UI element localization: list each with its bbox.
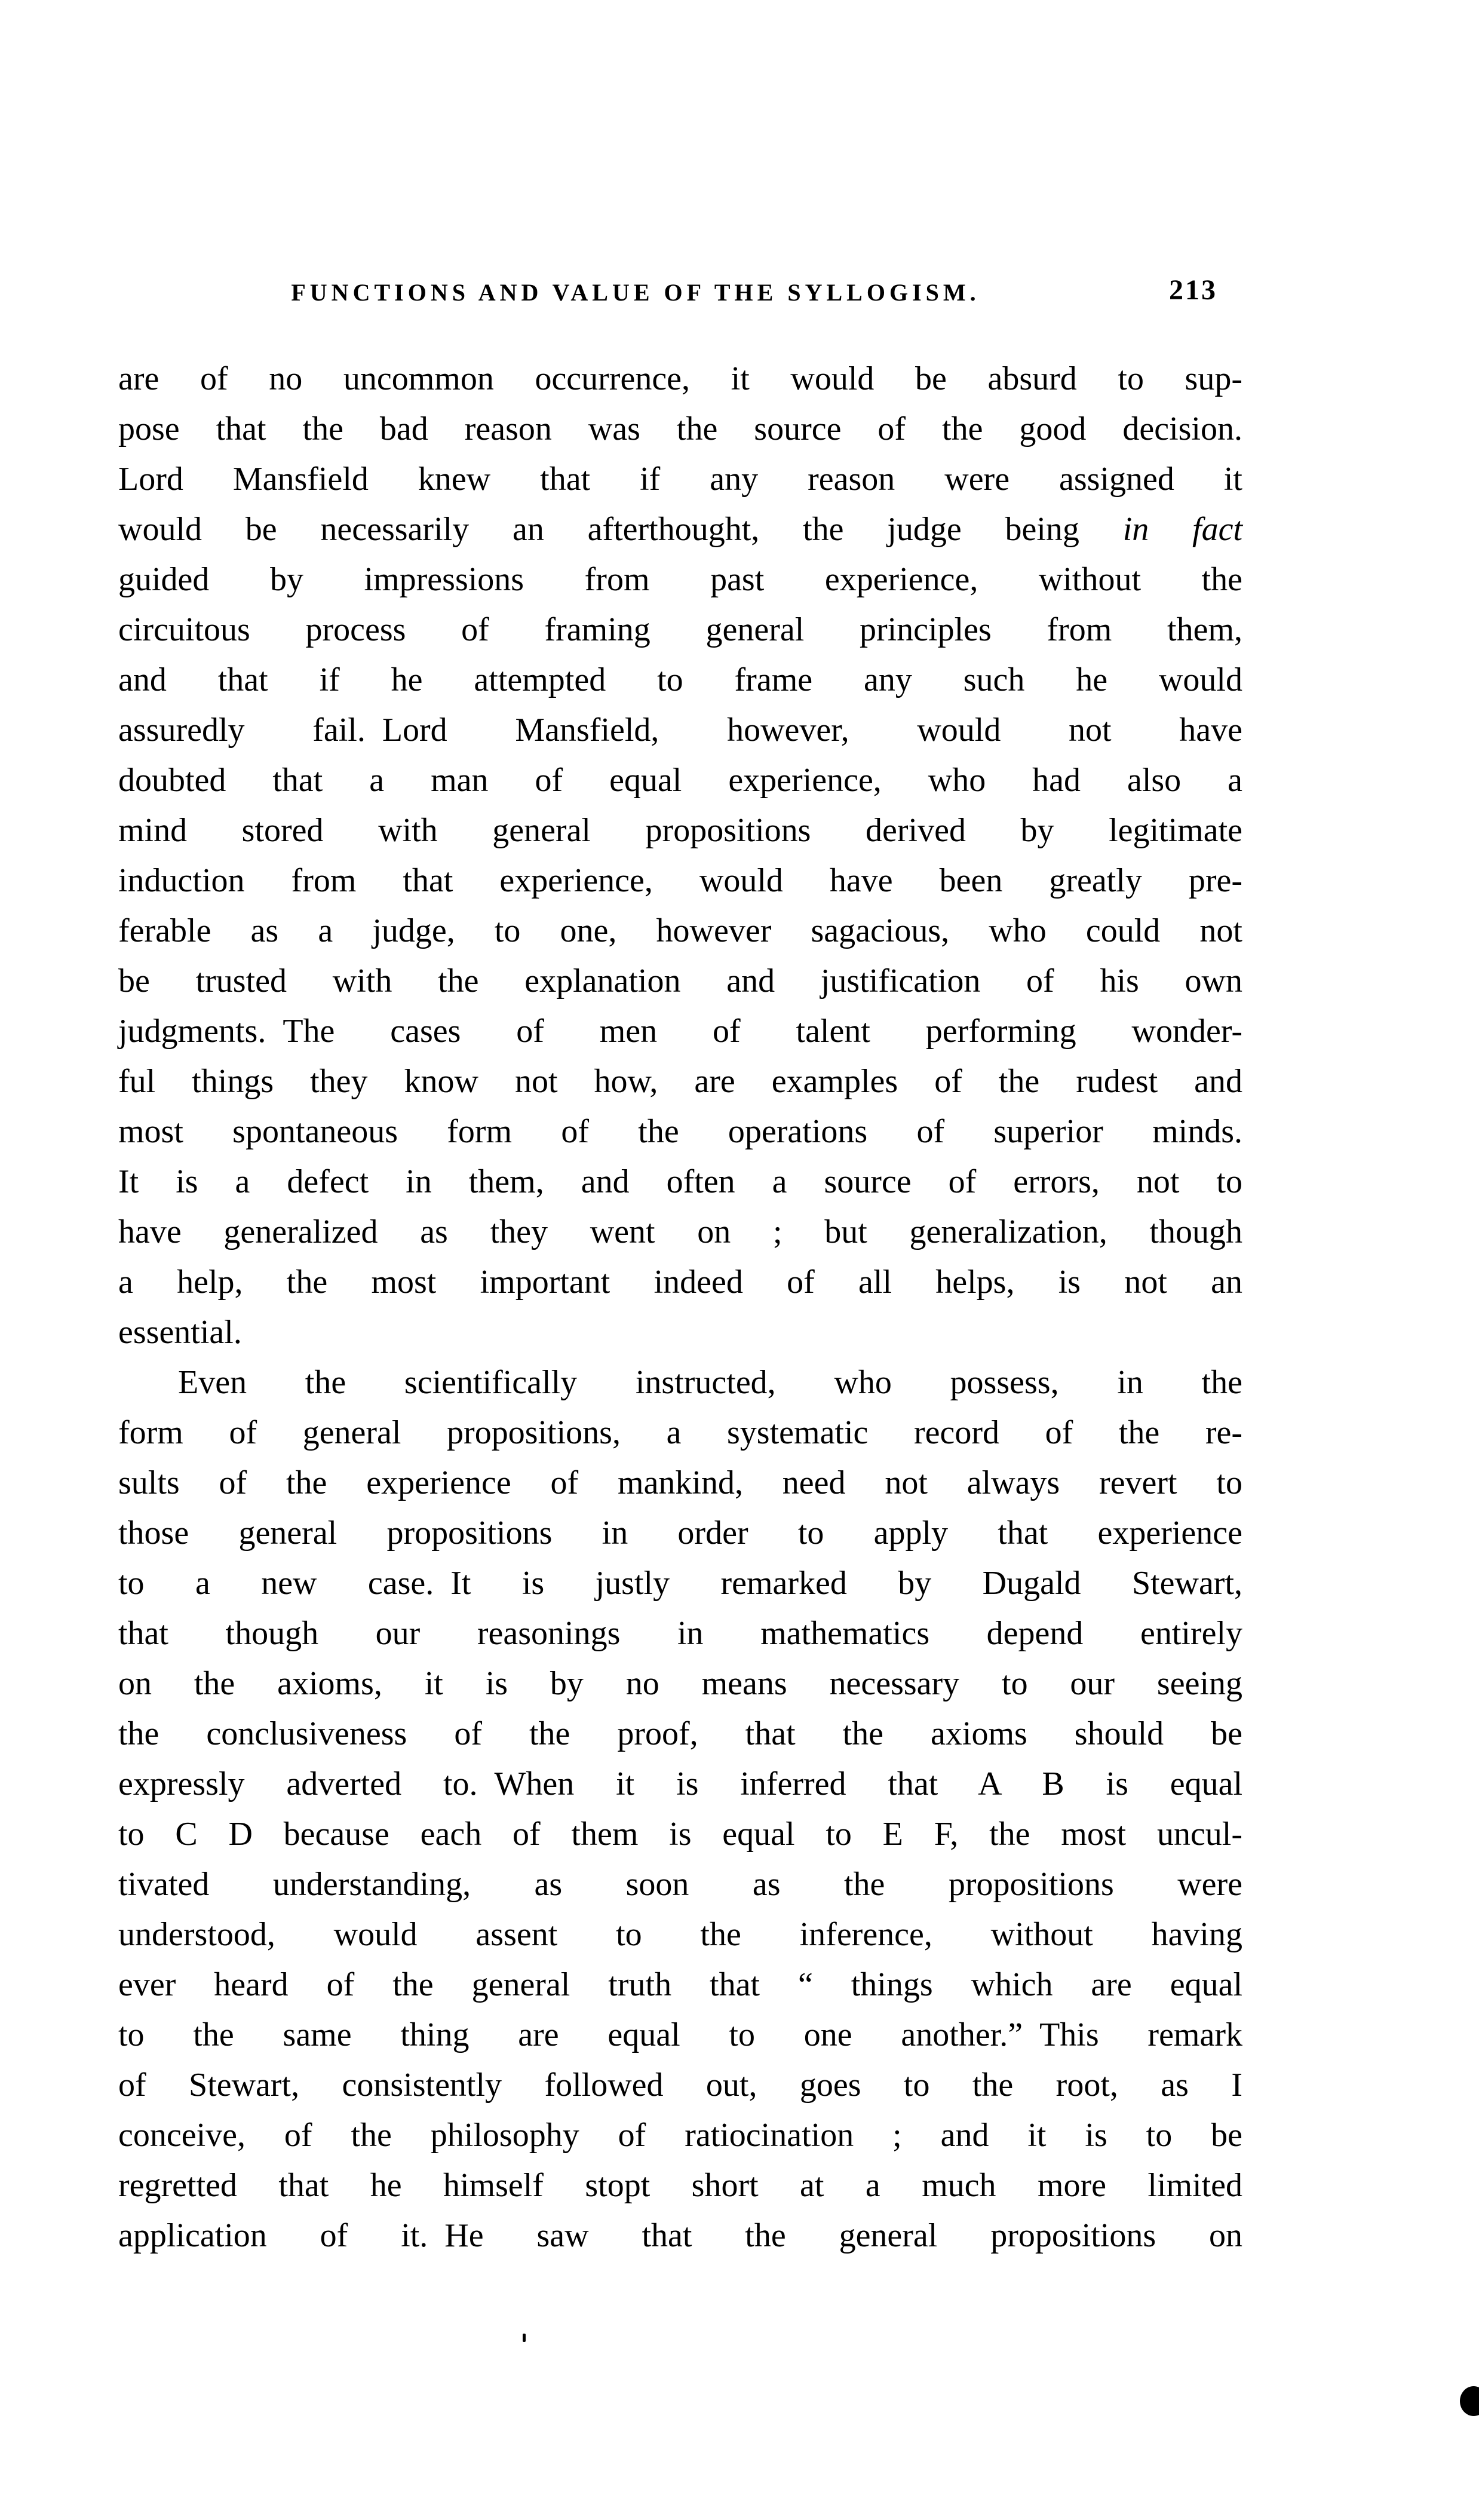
text-line: are of no uncommon occurrence, it would be absurd to sup-	[118, 360, 1242, 397]
text-line: of Stewart, consistently followed out, goes to the root, as I	[118, 2067, 1242, 2104]
text-line: most spontaneous form of the operations of superior minds.	[118, 1113, 1242, 1150]
text-line: to a new case. It is justly remarked by Dugald Stewart,	[118, 1565, 1242, 1602]
paragraph-2	[118, 1357, 1242, 2261]
text-line: judgments. The cases of men of talent performing wonder-	[118, 1013, 1242, 1050]
text-line: doubted that a man of equal experience, who had also a	[118, 762, 1242, 799]
text-line: sults of the experience of mankind, need not always revert to	[118, 1464, 1242, 1501]
text-line: application of it. He saw that the general propositions on	[118, 2217, 1242, 2254]
ink-speck-artifact	[523, 2334, 526, 2342]
text-line: essential.	[118, 1314, 242, 1351]
text-line: conceive, of the philosophy of ratiocination ; and it is to be	[118, 2117, 1242, 2154]
text-line: on the axioms, it is by no means necessary to our seeing	[118, 1665, 1242, 1702]
running-head	[118, 274, 1242, 312]
text-line: regretted that he himself stopt short at a much more limited	[118, 2167, 1242, 2204]
body-text	[118, 354, 1242, 2261]
text-line: to the same thing are equal to one another.” This remark	[118, 2016, 1242, 2053]
text-line: induction from that experience, would have been greatly pre-	[118, 862, 1242, 899]
page-title: FUNCTIONS AND VALUE OF THE SYLLOGISM.	[291, 279, 980, 306]
text-line: expressly adverted to. When it is inferred that A B is equal	[118, 1765, 1242, 1802]
text-line: a help, the most important indeed of all helps, is not an	[118, 1264, 1242, 1301]
text-line: have generalized as they went on ; but generalization, though	[118, 1213, 1242, 1250]
text-line: ful things they know not how, are examples of the rudest and	[118, 1063, 1242, 1100]
text-line: that though our reasonings in mathematics depend entirely	[118, 1615, 1242, 1652]
text-line: pose that the bad reason was the source of the good decision.	[118, 410, 1242, 447]
paragraph-1	[118, 354, 1242, 1357]
text-line: tivated understanding, as soon as the propositions were	[118, 1866, 1242, 1903]
text-line: Lord Mansfield knew that if any reason were assigned it	[118, 461, 1242, 498]
text-line: ever heard of the general truth that “ things which are equal	[118, 1966, 1242, 2003]
text-line: understood, would assent to the inference, without having	[118, 1916, 1242, 1953]
text-line: Even the scientifically instructed, who possess, in the	[178, 1364, 1242, 1401]
page-number: 213	[1169, 274, 1217, 306]
text-line: ferable as a judge, to one, however sagacious, who could not	[118, 912, 1242, 949]
text-line: those general propositions in order to apply that experience	[118, 1515, 1242, 1552]
text-line: guided by impressions from past experience, without the	[118, 561, 1242, 598]
text-line: to C D because each of them is equal to E F, the most uncul-	[118, 1816, 1242, 1853]
ink-blob-artifact	[1460, 2386, 1479, 2416]
text-line	[118, 504, 1242, 554]
text-segment: would be necessarily an afterthought, the judge being	[118, 511, 1123, 548]
text-line: and that if he attempted to frame any such he would	[118, 661, 1242, 698]
italic-text: in fact	[1122, 511, 1243, 548]
text-line: be trusted with the explanation and justification of his own	[118, 962, 1242, 1000]
text-line: assuredly fail. Lord Mansfield, however, would not have	[118, 712, 1242, 749]
text-line: mind stored with general propositions derived by legitimate	[118, 812, 1242, 849]
text-line: the conclusiveness of the proof, that the axioms should be	[118, 1715, 1242, 1752]
text-line: It is a defect in them, and often a source of errors, not to	[118, 1163, 1242, 1200]
text-line: circuitous process of framing general principles from them,	[118, 611, 1242, 648]
text-line: form of general propositions, a systematic record of the re-	[118, 1414, 1242, 1451]
